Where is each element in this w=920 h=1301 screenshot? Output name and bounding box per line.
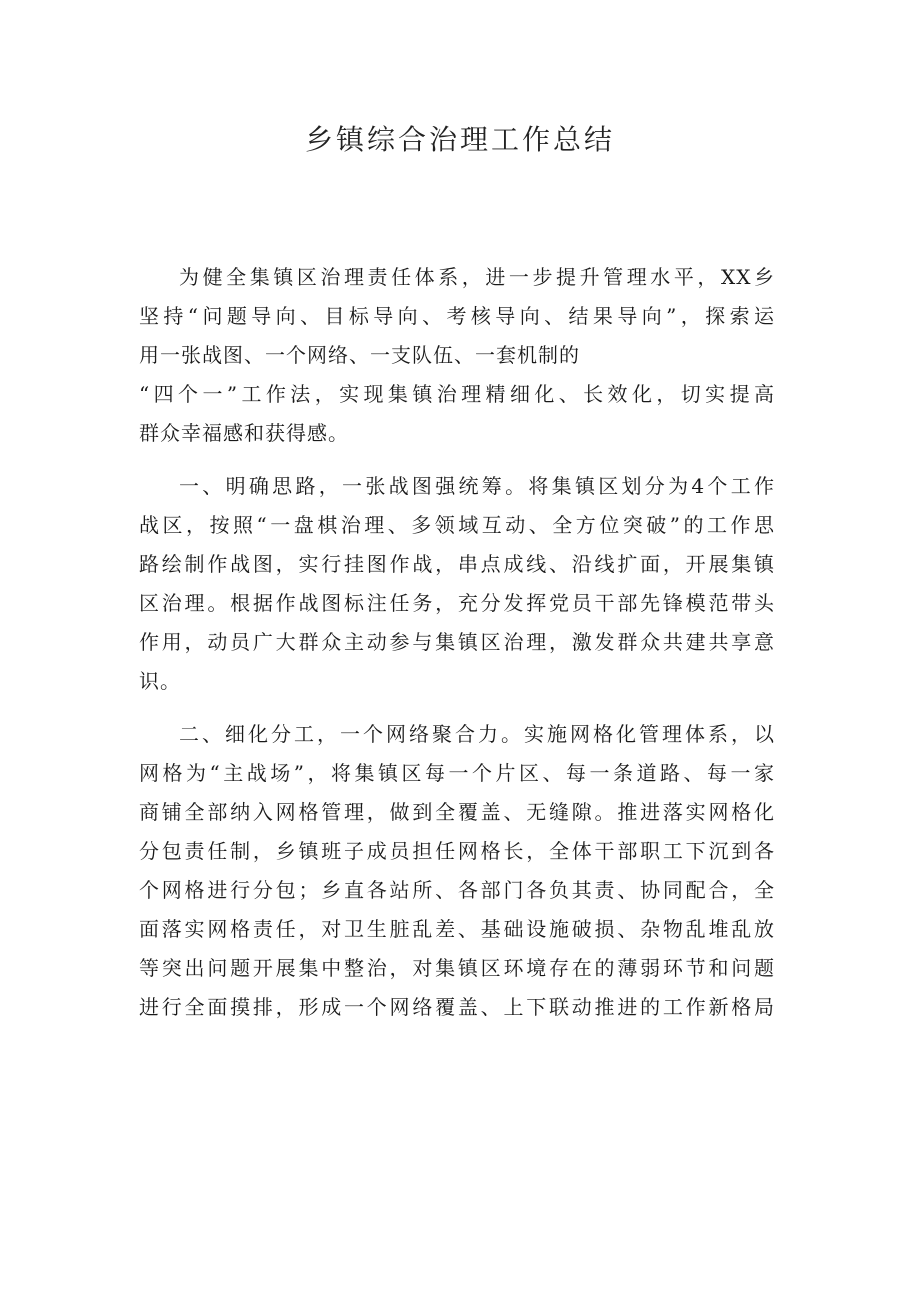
paragraph-section-2 — [139, 715, 775, 1027]
text-line: “四个一”工作法，实现集镇治理精细化、长效化，切实提高 — [139, 382, 775, 406]
paragraph-intro — [139, 258, 775, 453]
text-line: 等突出问题开展集中整治，对集镇区环境存在的薄弱环节和问题 — [139, 956, 775, 980]
text-line: 商铺全部纳入网格管理，做到全覆盖、无缝隙。推进落实网格化 — [139, 800, 775, 824]
text-line: 为健全集镇区治理责任体系，进一步提升管理水平，XX乡 — [179, 265, 775, 289]
paragraph-section-1 — [139, 467, 775, 701]
text-line: 一、明确思路，一张战图强统筹。将集镇区划分为4个工作 — [179, 474, 775, 498]
document-title: 乡镇综合治理工作总结 — [304, 123, 615, 156]
text-line: 作用，动员广大群众主动参与集镇区治理，激发群众共建共享意 — [139, 630, 775, 654]
text-line: 战区，按照“一盘棋治理、多领域互动、全方位突破”的工作思 — [139, 513, 775, 537]
text-line: 二、细化分工，一个网络聚合力。实施网格化管理体系，以 — [179, 722, 775, 746]
document-body — [139, 258, 775, 1027]
text-line: 分包责任制，乡镇班子成员担任网格长，全体干部职工下沉到各 — [139, 839, 775, 863]
text-line: 识。 — [139, 669, 181, 693]
text-line: 面落实网格责任，对卫生脏乱差、基础设施破损、杂物乱堆乱放 — [139, 917, 775, 941]
text-line: 坚持“问题导向、目标导向、考核导向、结果导向”，探索运 — [139, 304, 775, 328]
text-line: 网格为“主战场”，将集镇区每一个片区、每一条道路、每一家 — [139, 761, 775, 785]
text-line: 进行全面摸排，形成一个网络覆盖、上下联动推进的工作新格局 — [139, 995, 775, 1019]
text-line: 群众幸福感和获得感。 — [139, 421, 349, 445]
text-line: 个网格进行分包；乡直各站所、各部门各负其责、协同配合，全 — [139, 878, 775, 902]
text-line: 区治理。根据作战图标注任务，充分发挥党员干部先锋模范带头 — [139, 591, 775, 615]
text-line: 路绘制作战图，实行挂图作战，串点成线、沿线扩面，开展集镇 — [139, 552, 775, 576]
text-line: 用一张战图、一个网络、一支队伍、一套机制的 — [139, 343, 580, 367]
